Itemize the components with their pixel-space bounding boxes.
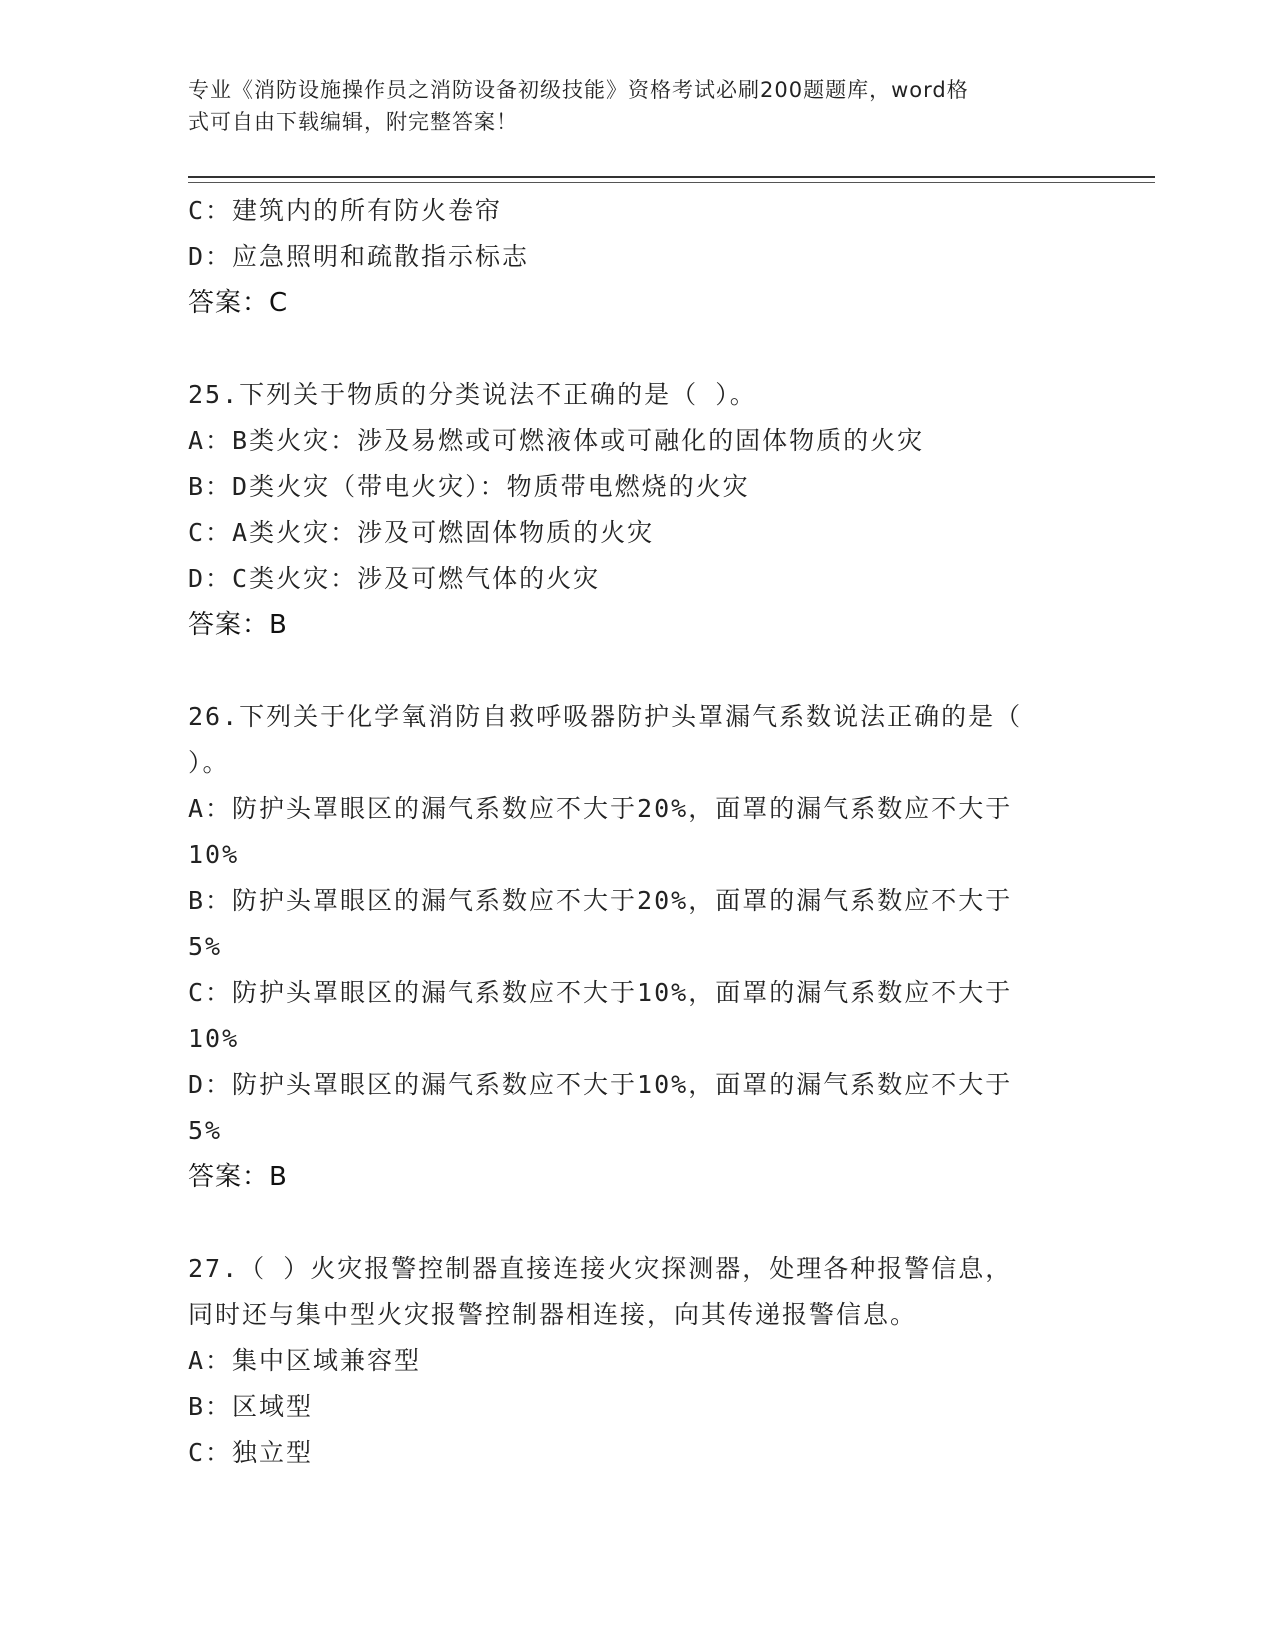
answer-line: 答案：B: [188, 610, 288, 640]
page-header: [188, 74, 1068, 138]
question-text-line-2: ）。: [188, 748, 230, 777]
option-d-line-2: 5%: [188, 1116, 223, 1145]
header-title-line-2: 式可自由下载编辑，附完整答案！: [188, 110, 518, 134]
answer-line: 答案：B: [188, 1162, 288, 1192]
header-divider-thick: [188, 176, 1155, 178]
option-c: C：独立型: [188, 1438, 314, 1467]
option-c-line-1: C：防护头罩眼区的漏气系数应不大于10%，面罩的漏气系数应不大于: [188, 978, 1013, 1007]
question-text-line-2: 同时还与集中型火灾报警控制器相连接，向其传递报警信息。: [188, 1300, 918, 1329]
spacer: [188, 1200, 1088, 1246]
header-divider-thin: [188, 182, 1155, 183]
question-block-25: [188, 372, 1088, 648]
option-a: A：集中区域兼容型: [188, 1346, 422, 1375]
option-c-line-2: 10%: [188, 1024, 240, 1053]
option-d: D：应急照明和疏散指示标志: [188, 242, 530, 271]
question-block-26: [188, 694, 1088, 1200]
option-a: A：B类火灾：涉及易燃或可燃液体或可融化的固体物质的火灾: [188, 426, 925, 455]
option-a-line-2: 10%: [188, 840, 240, 869]
option-a-line-1: A：防护头罩眼区的漏气系数应不大于20%，面罩的漏气系数应不大于: [188, 794, 1013, 823]
option-d-line-1: D：防护头罩眼区的漏气系数应不大于10%，面罩的漏气系数应不大于: [188, 1070, 1013, 1099]
option-d: D：C类火灾：涉及可燃气体的火灾: [188, 564, 601, 593]
question-text-line-1: 27.（ ）火灾报警控制器直接连接火灾探测器，处理各种报警信息，: [188, 1254, 1013, 1283]
spacer: [188, 648, 1088, 694]
option-b-line-1: B：防护头罩眼区的漏气系数应不大于20%，面罩的漏气系数应不大于: [188, 886, 1013, 915]
option-b-line-2: 5%: [188, 932, 223, 961]
option-c: C：建筑内的所有防火卷帘: [188, 196, 503, 225]
question-text: 25.下列关于物质的分类说法不正确的是（ ）。: [188, 380, 757, 409]
answer-line: 答案：C: [188, 288, 289, 318]
header-title-line-1: 专业《消防设施操作员之消防设备初级技能》资格考试必刷200题题库，word格: [188, 78, 969, 102]
question-text-line-1: 26.下列关于化学氧消防自救呼吸器防护头罩漏气系数说法正确的是（: [188, 702, 1023, 731]
option-c: C：A类火灾：涉及可燃固体物质的火灾: [188, 518, 655, 547]
option-b: B：区域型: [188, 1392, 314, 1421]
option-b: B：D类火灾（带电火灾）：物质带电燃烧的火灾: [188, 472, 750, 501]
spacer: [188, 326, 1088, 372]
question-list: [188, 188, 1088, 1476]
question-block-24: [188, 188, 1088, 326]
question-block-27: [188, 1246, 1088, 1476]
